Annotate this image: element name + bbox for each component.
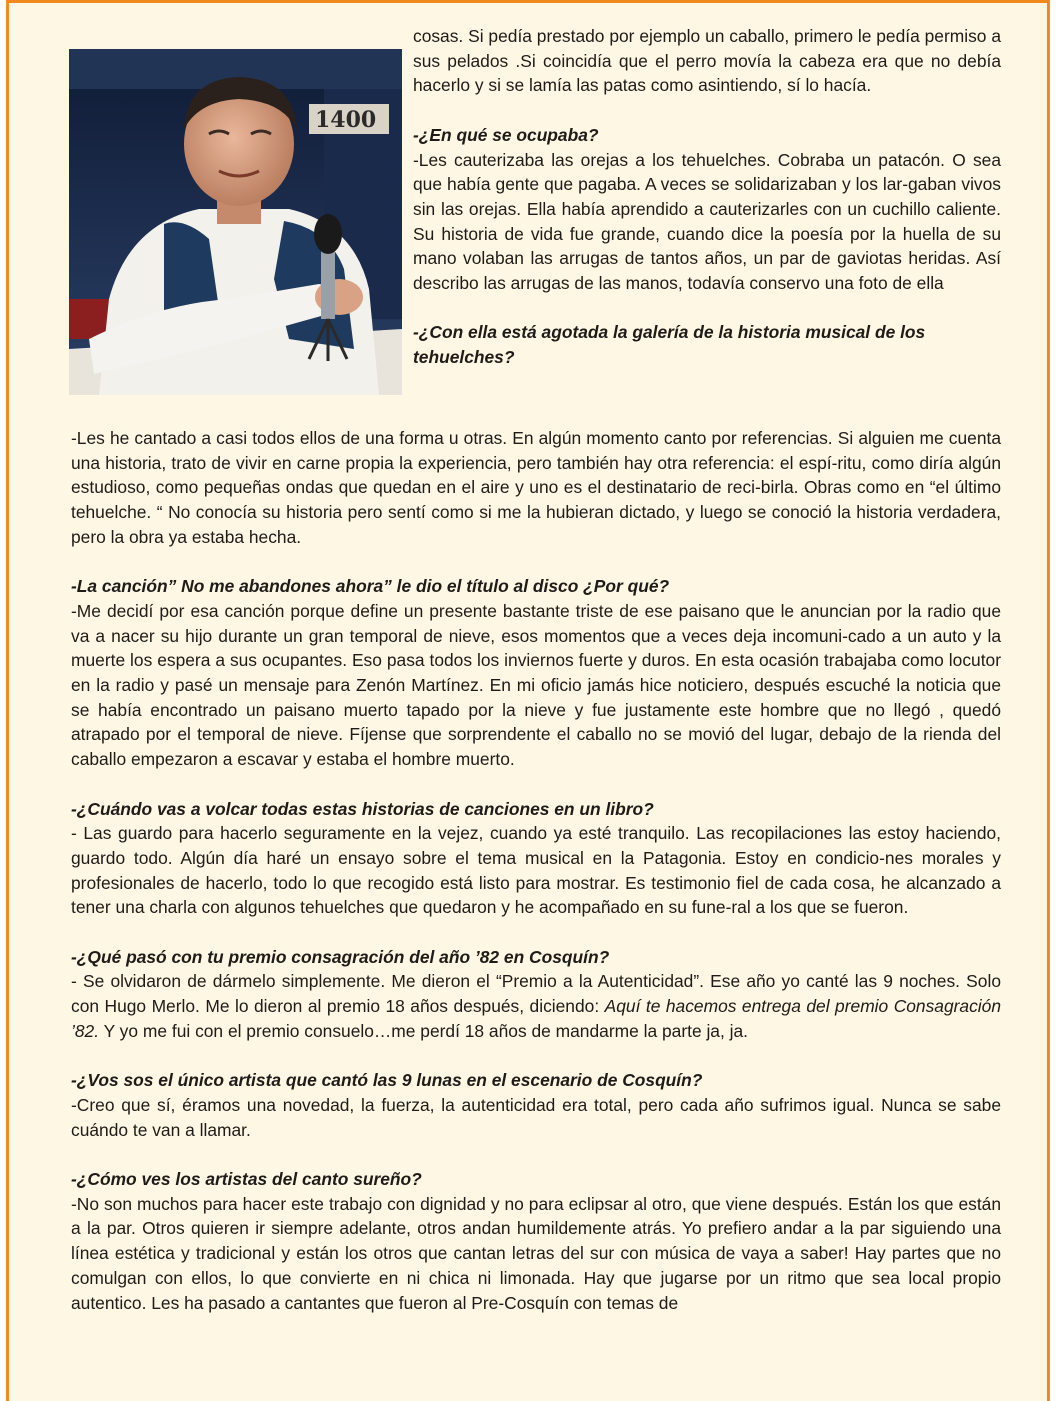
answer-4: - Las guardo para hacerlo seguramente en la vejez, cuando ya esté tranquilo. Las recopilaciones las estoy haciendo, guardo todo. Algún día haré un ensayo sobre el tema musical en la Patagonia. Estoy en condicio-nes morales y profesionales de hacerlo, todo lo que recogido está listo para mostrar. Es testimonio fiel de cada cosa, he alcanzado a tener una charla con algunos tehuelches que quedaron y he acompañado en su fune-ral a los que se fueron.	[71, 823, 1001, 918]
intro-answer: cosas. Si pedía prestado por ejemplo un caballo, primero le pedía permiso a sus pelados .Si coincidía que el perro movía la cabeza era que no debía hacerlo y si se lamía las patas como asintiendo, sí lo hacía.	[413, 26, 1001, 96]
answer-5-end: Y yo me fui con el premio consuelo…me perdí 18 años de mandarme la parte ja, ja.	[99, 1020, 749, 1041]
question-3: -La canción” No me abandones ahora” le dio el título al disco ¿Por qué?	[71, 576, 670, 597]
interview-photo	[69, 49, 402, 395]
answer-5-italic: Aquí te hacemos entrega del premio Consagración ’82.	[71, 996, 1001, 1041]
full-width-column	[71, 426, 1001, 1315]
wall-number: 1400	[315, 107, 377, 133]
photo-illustration	[69, 49, 402, 395]
right-column	[413, 24, 1001, 370]
answer-3: -Me decidí por esa canción porque define un presente bastante triste de ese paisano que le anuncian por la radio que va a nacer su hijo durante un gran temporal de nieve, esos momentos que a veces deja incomuni-cado a un auto y la muerte los espera a sus ocupantes. Eso pasa todos los inviernos fuerte y duros. En esta ocasión trabajaba como locutor en la radio y pasé un mensaje para Zenón Martínez. En mi oficio jamás hice noticiero, después escuché la noticia que se había encontrado un paisano muerto tapado por la nieve y fue justamente este hombre que no llegó , quedó atrapado por el temporal de nieve. Fíjense que sorprendente el caballo no se movió del lugar, debajo de la rienda del caballo empezaron a escavar y estaba el hombre muerto.	[71, 600, 1001, 770]
question-4: -¿Cuándo vas a volcar todas estas historias de canciones en un libro?	[71, 798, 654, 819]
question-7: -¿Cómo ves los artistas del canto sureño?	[71, 1169, 422, 1190]
question-6: -¿Vos sos el único artista que cantó las 9 lunas en el escenario de Cosquín?	[71, 1070, 703, 1091]
answer-7: -No son muchos para hacer este trabajo con dignidad y no para eclipsar al otro, que viene después. Están los que están a la par. Otros quieren ir siempre adelante, otros andan humildemente atrás. Yo prefiero andar a la par siguiendo una línea estética y tradicional y están los otros que cantan letras del sur con música de vaya a saber! Hay partes que no comulgan con ellos, lo que convierte en ni chica ni limonada. Hay que jugarse por un ritmo que sea local propio autentico. Les ha pasado a cantantes que fueron al Pre-Cosquín con temas de	[71, 1193, 1001, 1313]
magazine-page	[6, 0, 1050, 1401]
answer-1: -Les cauterizaba las orejas a los tehuelches. Cobraba un patacón. O sea que había gente que pagaba. A veces se solidarizaban y los lar-gaban vivos sin las orejas. Ella había aprendido a cauterizarles con un cuchillo caliente. Su historia de vida fue grande, cuando dice la poesía por la huella de su mano volaban las arrugas de tantos años, un par de gaviotas heridas. Así describo las arrugas de las manos, todavía conservo una foto de ella	[413, 149, 1001, 294]
answer-5-start: - Se olvidaron de dármelo simplemente. Me dieron el “Premio a la Autenticidad”. Ese año yo canté las 9 noches. Solo con Hugo Merlo. Me lo dieron al premio 18 años después, diciendo:	[71, 971, 1001, 1017]
question-2: -¿Con ella está agotada la galería de la historia musical de los tehuelches?	[413, 322, 926, 368]
answer-6: -Creo que sí, éramos una novedad, la fuerza, la autenticidad era total, pero cada año sufrimos igual. Nunca se sabe cuándo te van a llamar.	[71, 1094, 1001, 1140]
question-1: -¿En qué se ocupaba?	[413, 124, 599, 145]
answer-2: -Les he cantado a casi todos ellos de una forma u otras. En algún momento canto por referencias. Si alguien me cuenta una historia, trato de vivir en carne propia la experiencia, pero también hay otra referencia: el espí-ritu, como diría algún estudioso, como pequeñas ondas que quedan en el aire y uno es el destinatario de reci-birla. Obras como en “el último tehuelche. “ No conocía su historia pero sentí como si me la hubieran dictado, y luego se conoció la historia verdadera, pero la obra ya estaba hecha.	[71, 428, 1001, 547]
question-5: -¿Qué pasó con tu premio consagración del año ’82 en Cosquín?	[71, 946, 610, 967]
answer-5	[71, 969, 1001, 1043]
